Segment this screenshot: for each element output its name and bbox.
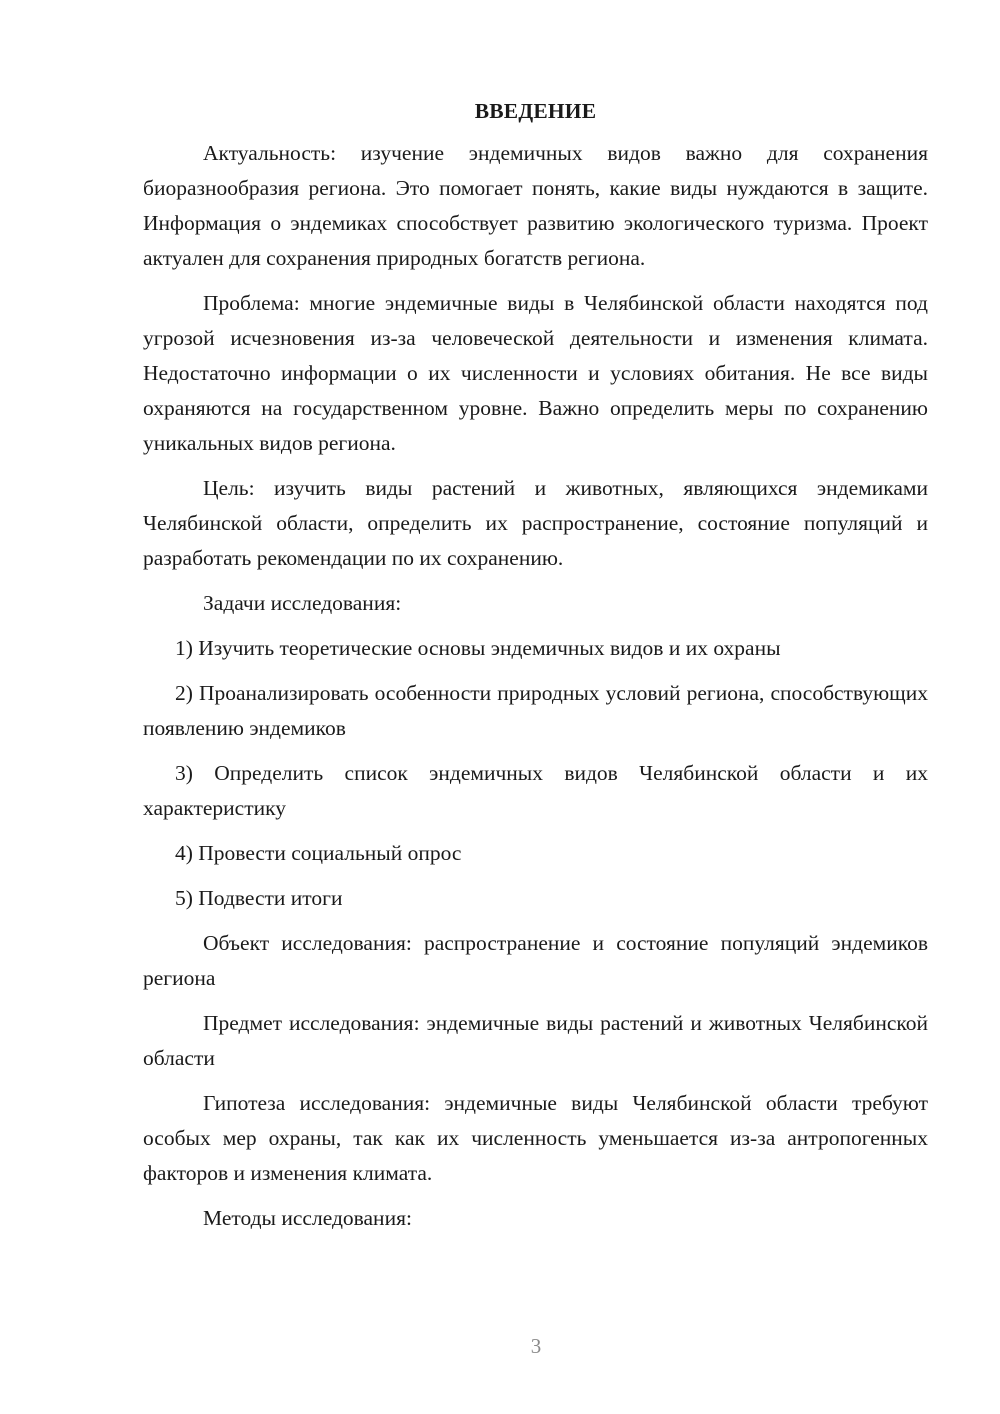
- task-item-5: 5) Подвести итоги: [175, 886, 343, 910]
- object-paragraph: Объект исследования: распространение и состояние популяций эндемиков региона: [143, 931, 928, 990]
- subject-paragraph: Предмет исследования: эндемичные виды растений и животных Челябинской области: [143, 1011, 928, 1070]
- task-item-3: 3) Определить список эндемичных видов Челябинской области и их характеристику: [143, 761, 928, 820]
- methods-heading: Методы исследования:: [203, 1206, 412, 1230]
- page-number: 3: [530, 1334, 542, 1358]
- relevance-paragraph: Актуальность: изучение эндемичных видов важно для сохранения биоразнообразия региона. Это помогает понять, какие виды нуждаются в защите. Информация о эндемиках способствует развитию экологического туризма. Проект актуален для сохранения природных богатств региона.: [143, 141, 928, 270]
- hypothesis-paragraph: Гипотеза исследования: эндемичные виды Челябинской области требуют особых мер охраны, так как их численность уменьшается из-за антропогенных факторов и изменения климата.: [143, 1091, 928, 1185]
- page-content: [143, 98, 928, 1246]
- tasks-heading: Задачи исследования:: [203, 591, 402, 615]
- task-item-4: 4) Провести социальный опрос: [175, 841, 462, 865]
- task-item-1: 1) Изучить теоретические основы эндемичных видов и их охраны: [175, 636, 781, 660]
- problem-paragraph: Проблема: многие эндемичные виды в Челябинской области находятся под угрозой исчезновения из-за человеческой деятельности и изменения климата. Недостаточно информации о их численности и условиях обитания. Не все виды охраняются на государственном уровне. Важно определить меры по сохранению уникальных видов региона.: [143, 291, 928, 455]
- goal-paragraph: Цель: изучить виды растений и животных, являющихся эндемиками Челябинской области, определить их распространение, состояние популяций и разработать рекомендации по их сохранению.: [143, 476, 928, 570]
- section-title: ВВЕДЕНИЕ: [474, 99, 597, 123]
- task-item-2: 2) Проанализировать особенности природных условий региона, способствующих появлению эндемиков: [143, 681, 928, 740]
